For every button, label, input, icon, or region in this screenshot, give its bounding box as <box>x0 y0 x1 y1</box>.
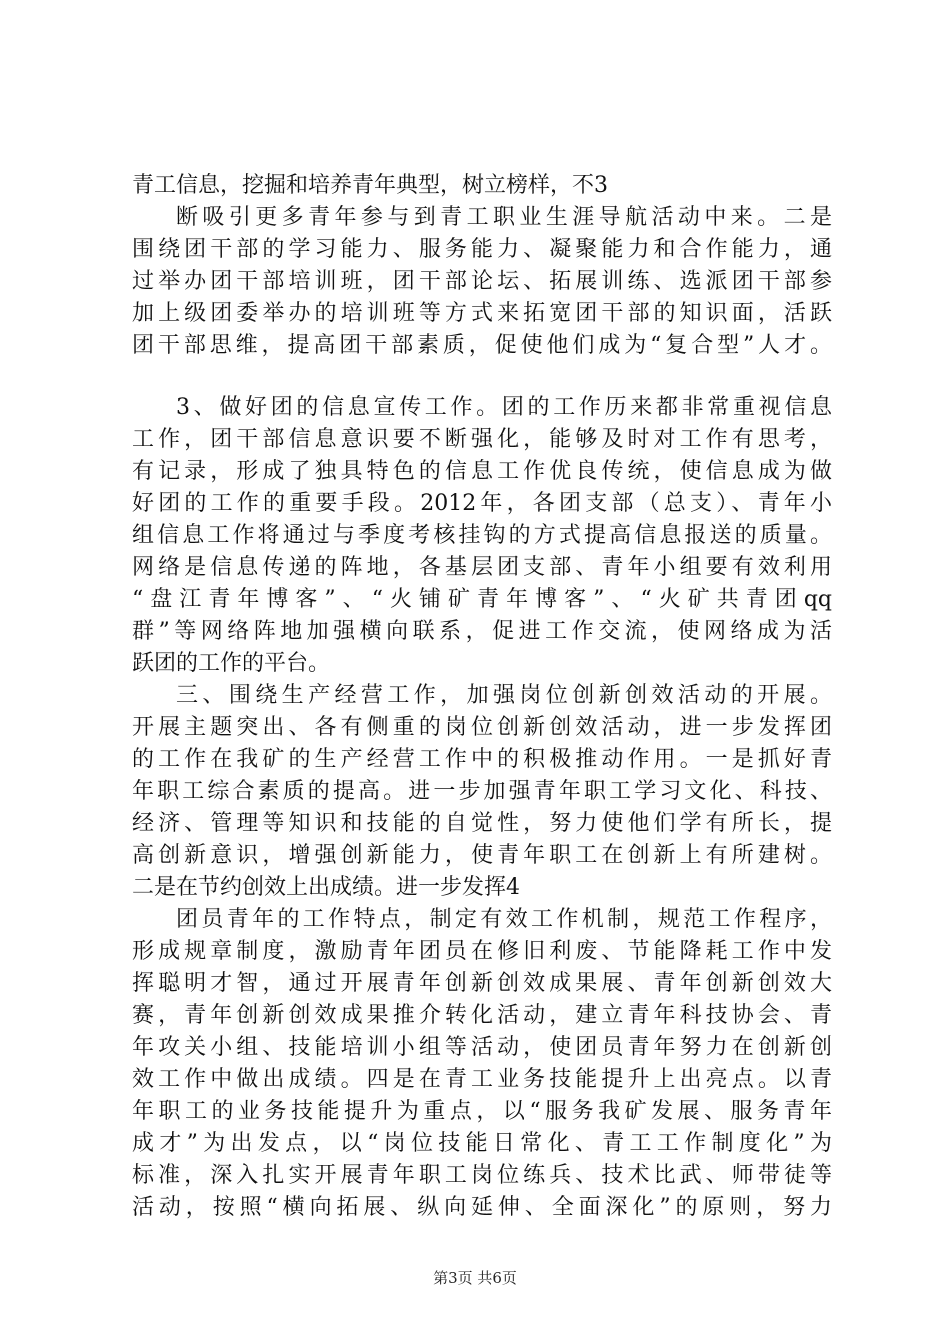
body-text <box>132 170 832 1224</box>
page-number-label: 第3页 共6页 <box>433 1269 517 1287</box>
text-line: 年职工的业务技能提升为重点，以“服务我矿发展、服务青年 <box>132 1099 832 1124</box>
text-line: 效工作中做出成绩。四是在青工业务技能提升上出亮点。以青 <box>132 1067 832 1092</box>
text-line: “盘江青年博客”、“火铺矿青年博客”、“火矿共青团qq <box>132 587 832 612</box>
text-line: 赛，青年创新创效成果推介转化活动，建立青年科技协会、青 <box>132 1003 832 1028</box>
text-line: 二是在节约创效上出成绩。进一步发挥4 <box>132 875 520 900</box>
text-line: 团干部思维，提高团干部素质，促使他们成为“复合型”人才。 <box>132 333 832 358</box>
text-line: 青工信息，挖掘和培养青年典型，树立榜样，不3 <box>132 173 608 198</box>
text-line: 加上级团委举办的培训班等方式来拓宽团干部的知识面，活跃 <box>132 301 832 326</box>
text-line: 经济、管理等知识和技能的自觉性，努力使他们学有所长，提 <box>132 811 832 836</box>
text-line: 有记录，形成了独具特色的信息工作优良传统，使信息成为做 <box>132 459 832 484</box>
text-line: 围绕团干部的学习能力、服务能力、凝聚能力和合作能力，通 <box>132 237 832 262</box>
paragraph-gap <box>132 362 832 392</box>
text-line: 过举办团干部培训班，团干部论坛、拓展训练、选派团干部参 <box>132 269 832 294</box>
text-line: 工作，团干部信息意识要不断强化，能够及时对工作有思考， <box>132 427 832 452</box>
text-line: 组信息工作将通过与季度考核挂钩的方式提高信息报送的质量。 <box>132 523 832 548</box>
page-footer <box>0 1268 950 1288</box>
text-line: 群”等网络阵地加强横向联系，促进工作交流，使网络成为活 <box>132 619 832 644</box>
text-line: 跃团的工作的平台。 <box>132 651 331 676</box>
text-line: 三、围绕生产经营工作，加强岗位创新创效活动的开展。 <box>176 683 832 708</box>
text-line: 形成规章制度，激励青年团员在修旧利废、节能降耗工作中发 <box>132 939 832 964</box>
text-line: 高创新意识，增强创新能力，使青年职工在创新上有所建树。 <box>132 843 832 868</box>
text-line: 年攻关小组、技能培训小组等活动，使团员青年努力在创新创 <box>132 1035 832 1060</box>
text-line: 年职工综合素质的提高。进一步加强青年职工学习文化、科技、 <box>132 779 832 804</box>
text-line: 活动，按照“横向拓展、纵向延伸、全面深化”的原则，努力 <box>132 1195 832 1220</box>
text-line: 成才”为出发点，以“岗位技能日常化、青工工作制度化”为 <box>132 1131 832 1156</box>
text-line: 网络是信息传递的阵地，各基层团支部、青年小组要有效利用 <box>132 555 832 580</box>
text-line: 挥聪明才智，通过开展青年创新创效成果展、青年创新创效大 <box>132 971 832 996</box>
text-line: 标准，深入扎实开展青年职工岗位练兵、技术比武、师带徒等 <box>132 1163 832 1188</box>
text-line: 好团的工作的重要手段。2012年，各团支部（总支）、青年小 <box>132 491 832 516</box>
text-line: 团员青年的工作特点，制定有效工作机制，规范工作程序， <box>176 907 832 932</box>
text-line: 开展主题突出、各有侧重的岗位创新创效活动，进一步发挥团 <box>132 715 832 740</box>
text-line: 3、做好团的信息宣传工作。团的工作历来都非常重视信息 <box>176 395 832 420</box>
text-line: 的工作在我矿的生产经营工作中的积极推动作用。一是抓好青 <box>132 747 832 772</box>
text-line: 断吸引更多青年参与到青工职业生涯导航活动中来。二是 <box>176 205 832 230</box>
